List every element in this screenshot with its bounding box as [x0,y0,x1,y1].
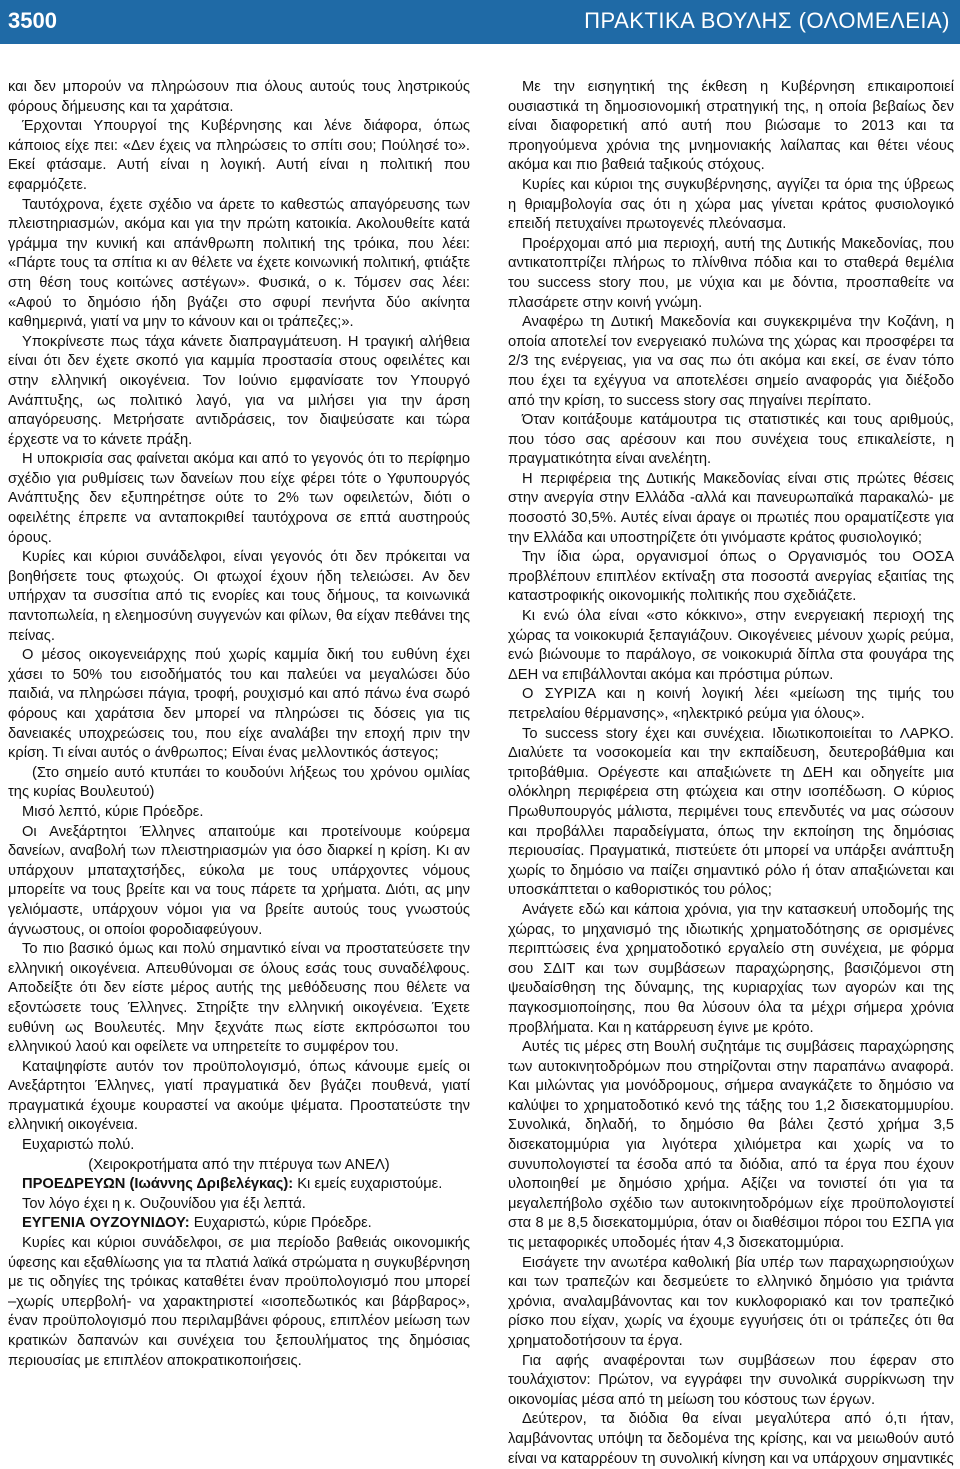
paragraph: Η περιφέρεια της Δυτικής Μακεδονίας είναι στις πρώτες θέσεις στην ανεργία στην Ελλάδα -αλλά και πανευρωπαϊκά παρακαλώ- με ποσοστό 30,5%. Αυτές είναι άραγε οι πρωτιές που οραματίζεστε για την Ελλάδα και υποστηρίζετε ότι γινόμαστε κράτος φυσιολογικό; [508,470,954,546]
right-column [508,78,954,1469]
paragraph: Το πιο βασικό όμως και πολύ σημαντικό είναι να προστατεύσετε την ελληνική οικογένεια. Απευθύνομαι σε όλους εσάς τους συναδέλφους. Αποδείξτε ότι δεν είστε μέρος αυτής της μεθόδευσης που θέλετε να εξοντώσετε τους Έλληνες. Στηρίξτε την ελληνική οικογένεια. Έχετε ευθύνη ως Βουλευτές. Μην ξεχνάτε πως είστε εκπρόσωποι του ελληνικού λαού και οφείλετε να υπηρετείτε το συμφέρον του. [8,941,470,1056]
paragraph: Κυρίες και κύριοι συνάδελφοι, σε μια περίοδο βαθειάς οικονομικής ύφεσης και εξαθλίωσης για τα πλατιά λαϊκά στρώματα η συγκυβέρνηση με τις οδηγίες της τρόικας καταθέτει έναν προϋπολογισμό που μπορεί –χωρίς υπερβολή- να χαρακτηριστεί «ισοπεδωτικός και βάρβαρος», έναν προϋπολογισμό που περιλαμβάνει φόρους, επιπλέον μείωση των κρατικών δαπανών και συνέχεια του ξεπουλήματος της δημόσιας περιουσίας με επιπλέον αποκρατικοποιήσεις. [8,1235,470,1369]
paragraph: Οι Ανεξάρτητοι Έλληνες απαιτούμε και προτείνουμε κούρεμα δανείων, αναβολή των πλειστηριασμών για όσο διαρκεί η κρίση. Κι αν υπάρχουν μπαταχτσήδες, εύκολα με τους υπάρχοντες νόμους μπορείτε να τους βρείτε και να τους πάρετε τα χρήματα. Διότι, ας μην γελιόμαστε, υπάρχουν νόμοι για να βρείτε αυτούς τους γνωστούς άγνωστους, οι οποίοι φοροδιαφεύγουν. [8,823,470,938]
paragraph: Ανάγετε εδώ και κάποια χρόνια, για την κατασκευή υποδομής της χώρας, το μηχανισμό της ιδιωτικής χρηματοδότησης σε ορισμένες περιπτώσεις ένα χρηματοδοτικό εργαλείο στη συνέχεια, με φόρμα σου ΣΔΙΤ και των συμβάσεων παραχώρησης, βασιζόμενοι στη ψευδαίσθηση της δύναμης, της κυριαρχίας των αγορών και της παγκοσμιοποίησης, που θα λύσουν όλα τα μέχρι σήμερα χρόνια προβλήματα. Και η κατάρρευση έγινε με κρότο. [508,901,954,1036]
paragraph: Έρχονται Υπουργοί της Κυβέρνησης και λένε διάφορα, όπως κάποιος είχε πει: «Δεν έχεις να πληρώσεις το σπίτι σου; Πούλησέ το». Εκεί φτάσαμε. Αυτή είναι η λογική. Αυτή είναι η πολιτική που εφαρμόζετε. [8,118,470,193]
paragraph: Ταυτόχρονα, έχετε σχέδιο να άρετε το καθεστώς απαγόρευσης των πλειστηριασμών, ακόμα και για την πρώτη κατοικία. Ακολουθείτε κατά γράμμα την κυνική και απάνθρωπη πολιτική της τρόικα, που λέει: «Πάρτε τους τα σπίτια κι αν θέλετε να έχετε κοινωνική πολιτική, φτιάξτε στη θέση τους κοιτώνες αστέγων». Φυσικά, ο κ. Τόμσεν σας λέει: «Αφού το δημόσιο ήδη βγάζει στο σφυρί πενήντα δύο ακίνητα καθημερινά, γιατί να μην το κάνουν και οι τράπεζες;». [8,196,470,331]
paragraph: Κι ενώ όλα είναι «στο κόκκινο», στην ενεργειακή περιοχή της χώρας τα νοικοκυριά ξεπαγιάζουν. Οικογένειες μένουν χωρίς ρεύμα, ενώ βιώνουμε το παράλογο, σε νοικοκυριά δίπλα στα φουγάρα της ΔΕΗ να επιβάλλονται ακόμα και πρόστιμα ρύπων. [508,608,954,683]
paragraph: Όταν κοιτάξουμε κατάμουτρα τις στατιστικές και τους αριθμούς, που τόσο σας αρέσουν και που συνέχεια τους επικαλείστε, η πραγματικότητα είναι ανελέητη. [508,412,954,468]
page-number: 3500 [8,8,57,33]
paragraph: Εισάγετε την ανωτέρα καθολική βία υπέρ των παραχωρησιούχων και των τραπεζών και δεσμεύετε το ελληνικό δημόσιο για τριάντα χρόνια, αναλαμβάνοντας και τον κυκλοφοριακό και τον τραπεζικό ρίσκο που είχαν, χωρίς να έχουμε εγγυήσεις ότι οι τράπεζες ότι θα χρηματοδοτήσουν τα έργα. [508,1254,954,1349]
chair-remark [8,1175,470,1195]
chair-name: ΠΡΟΕΔΡΕΥΩΝ (Ιωάννης Δριβελέγκας): [22,1176,294,1193]
paragraph: Αναφέρω τη Δυτική Μακεδονία και συγκεκριμένα την Κοζάνη, η οποία αποτελεί τον ενεργειακό πυλώνα της χώρας και προσφέρει τα 2/3 της ενέργειας, για να σας πω ότι ακόμα και εκεί, σε έναν τόπο που έχει τα εχέγγυα να αποτελέσει σημείο αναφοράς για διέξοδο από την κρίση, το success story σας πηγαίνει περίπατο. [508,314,954,409]
paragraph: Κυρίες και κύριοι της συγκυβέρνησης, αγγίζει τα όρια της ύβρεως η θριαμβολογία σας ότι η χώρα μας γίνεται κράτος φυσιολογικό επειδή πετυχαίνει πρωτογενές πλεόνασμα. [508,176,954,233]
paragraph: Υποκρίνεστε πως τάχα κάνετε διαπραγμάτευση. Η τραγική αλήθεια είναι ότι δεν έχετε σκοπό για καμμία προστασία στους οφειλέτες και στην ελληνική οικογένεια. Τον Ιούνιο εμφανίσατε τον Υπουργό Ανάπτυξης, ως πολιτικό λαγό, για να μιλήσει για την άρση απαγόρευσης. Μετρήσατε αντιδράσεις, τον διαψεύσατε και τώρα έρχεστε να το κάνετε πράξη. [8,333,470,448]
stage-direction: (Στο σημείο αυτό κτυπάει το κουδούνι λήξεως του χρόνου ομιλίας της κυρίας Βουλευτού) [8,764,470,801]
floor-announcement: Τον λόγο έχει η κ. Ουζουνίδου για έξι λεπτά. [22,1195,306,1212]
paragraph: Προέρχομαι από μια περιοχή, αυτή της Δυτικής Μακεδονίας, που αντικατοπτρίζει πλήρως το πλίνθινα πόδια και το σταθερά θεμέλια του success story που, με νύχια και με δόντια, προσπαθείτε να πλασάρετε στην κοινή γνώμη. [508,235,954,311]
speaker-text: Ευχαριστώ, κύριε Πρόεδρε. [193,1215,372,1232]
applause-note: (Χειροκροτήματα από την πτέρυγα των ΑΝΕΛ) [88,1156,390,1173]
running-title: ΠΡΑΚΤΙΚΑ ΒΟΥΛΗΣ (ΟΛΟΜΕΛΕΙΑ) [584,8,950,33]
paragraph: Ευχαριστώ πολύ. [22,1137,135,1154]
chair-text: Κι εμείς ευχαριστούμε. [297,1176,443,1193]
paragraph: Ο μέσος οικογενειάρχης πού χωρίς καμμία δική του ευθύνη έχει χάσει το 50% του εισοδήματός του και παλεύει να μεγαλώσει δύο παιδιά, να πληρώσει πάγια, τροφή, ρουχισμό και από πάνω ένα σωρό φόρους και χαράτσια δεν μπορεί να πληρώσει τις δόσεις για τις δανειακές υποχρεώσεις του, που είχε αναλάβει την εποχή πριν την κρίση. Τι είναι αυτός ο άνθρωπος; Είναι ένας μελλοντικός άστεγος; [8,647,470,762]
speaker-name: ΕΥΓΕΝΙΑ ΟΥΖΟΥΝΙΔΟΥ: [22,1215,190,1232]
paragraph: Το success story έχει και συνέχεια. Ιδιωτικοποιείται το ΛΑΡΚΟ. Διαλύετε τα νοσοκομεία και την εκπαίδευση, δευτεροβάθμια και τριτοβάθμια. Ορέγεστε και απαξιώνετε τη ΔΕΗ και οδηγείτε μια ολόκληρη περιφέρεια στη φτώχεια και στην ισοπέδωση. Ο κύριος Πρωθυπουργός μάλιστα, περιμένει τους επενδυτές να μας σώσουν και προβάλλει παραδείγματα, όπως την εκποίηση της δημόσιας περιουσίας. Πραγματικά, πιστεύετε ότι μπορεί να υπάρξει ανάπτυξη χωρίς το δημόσιο να παίζει σημαντικό ρόλο ή όταν απαξιώνεται και υποσκάπτεται ο καθοριστικός του ρόλος; [508,725,954,899]
paragraph: Η υποκρισία σας φαίνεται ακόμα και από το γεγονός ότι το περίφημο σχέδιο για ρυθμίσεις των δανείων που είχε φέρει τότε ο Υφυπουργός Ανάπτυξης δεν εξυπηρέτησε ούτε το 2% των οφειλετών, διότι ο οφειλέτης έπρεπε να ανταποκριθεί ταυτόχρονα σε επτά αυστηρούς όρους. [8,451,470,546]
speaker-intro [8,1214,470,1234]
paragraph: και δεν μπορούν να πληρώσουν πια όλους αυτούς τους ληστρικούς φόρους δήμευσης και τα χαράτσια. [8,79,470,115]
paragraph: Με την εισηγητική της έκθεση η Κυβέρνηση επικαιροποιεί ουσιαστικά τη δημοσιονομική στρατηγική της, η οποία βεβαίως δεν είναι διαφορετική από αυτή που βιώσαμε το 2013 και τα προηγούμενα χρόνια της μνημονιακής λαίλαπας και θέτει νέους ακόμα και πιο βαθειά ταξικούς στόχους. [508,79,954,174]
paragraph: Για αφής αναφέρονται των συμβάσεων που έφεραν στο τουλάχιστον: Πρώτον, να εγγράφει την συνολικά συρρίκνωση την οικονομίας μέσα από τη μείωση του κόστους των έργων. [508,1352,954,1408]
paragraph: Μισό λεπτό, κύριε Πρόεδρε. [22,803,204,820]
paragraph: Κυρίες και κύριοι συνάδελφοι, είναι γεγονός ότι δεν πρόκειται να βοηθήσετε τους φτωχούς. Οι φτωχοί έχουν ήδη τελειώσει. Αν δεν υπήρχαν τα συσσίτια από τις ενορίες και τους δήμους, τα κοινωνικά παντοπωλεία, η ελεημοσύνη συγγενών και φίλων, θα είχαν πεθάνει της πείνας. [8,549,470,644]
page-header [0,0,960,44]
left-column [8,78,470,1371]
paragraph: Δεύτερον, τα διόδια θα είναι μεγαλύτερα από ό,τι ήταν, λαμβάνοντας υπόψη τα δεδομένα της κρίσης, και να μειωθούν αυτό είναι να καταρρέουν τη συνολική κίνηση και να υπάρχουν σημαντικές [508,1411,954,1467]
paragraph: Την ίδια ώρα, οργανισμοί όπως ο Οργανισμός του ΟΟΣΑ προβλέπουν επιπλέον εκτίναξη στα ποσοστά ανεργίας εξαιτίας της καταστροφικής οικονομικής πολιτικής που σχεδιάζετε. [508,549,954,605]
paragraph: Ο ΣΥΡΙΖΑ και η κοινή λογική λέει «μείωση της τιμής του πετρελαίου θέρμανσης», «ηλεκτρικό ρεύμα για όλους». [508,686,954,722]
paragraph: Καταψηφίστε αυτόν τον προϋπολογισμό, όπως κάνουμε εμείς οι Ανεξάρτητοι Έλληνες, γιατί πραγματικά δεν βγάζει πουθενά, γιατί πραγματικά έχουμε κουραστεί να ακούμε ψέματα. Προστατεύστε την ελληνική οικογένεια. [8,1058,470,1134]
paragraph: Αυτές τις μέρες στη Βουλή συζητάμε τις συμβάσεις παραχώρησης των αυτοκινητοδρόμων που στηρίζονται στην παραπάνω αναφορά. Και μιλώντας για μονόδρομους, σήμερα αναγκάζετε το δημόσιο να καλύψει το χρηματοδοτικό κενό της τάξης του 1,2 δισεκατομμυρίου. Συνολικά, δηλαδή, το δημόσιο θα βάλει ζεστό χρήμα 3,5 δισεκατομμύρια για λιγότερα χιλιόμετρα και χωρίς να το συνυπολογιστεί τα έσοδα από τα διόδια, από τα έργα που έχουν υλοποιηθεί με δημόσιο χρήμα. Αξίζει να τονιστεί ότι για τα μεγαλεπήβολο σχέδιο των αυτοκινητοδρόμων είχε προϋπολογιστεί στα 8 με 8,5 δισεκατομμύρια, όταν οι διαθέσιμοι πόροι του ΕΣΠΑ για τις μεταφορικές υποδομές ήταν 4,3 δισεκατομμύρια. [508,1039,954,1252]
